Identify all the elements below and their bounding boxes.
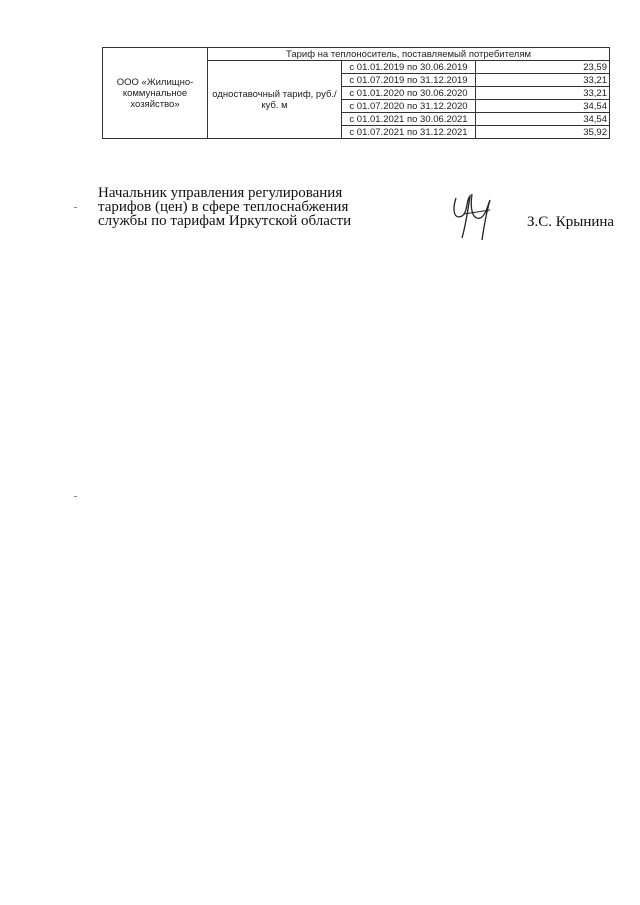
tariff-type-cell: одноставочный тариф, руб./куб. м	[208, 61, 342, 139]
value-cell: 23,59	[476, 61, 610, 74]
signatory-position-line: Начальник управления регулирования	[98, 185, 343, 201]
period-cell: с 01.01.2021 по 30.06.2021	[342, 113, 476, 126]
handwritten-signature	[446, 190, 496, 242]
value-cell: 34,54	[476, 100, 610, 113]
value-cell: 34,54	[476, 113, 610, 126]
period-cell: с 01.07.2019 по 31.12.2019	[342, 74, 476, 87]
period-cell: с 01.01.2019 по 30.06.2019	[342, 61, 476, 74]
table-header: Тариф на теплоноситель, поставляемый потребителям	[208, 48, 610, 61]
margin-mark	[74, 207, 77, 208]
margin-mark	[74, 496, 77, 497]
signer-name: З.С. Крынина	[527, 214, 615, 230]
period-cell: с 01.07.2021 по 31.12.2021	[342, 126, 476, 139]
tariff-table	[102, 47, 610, 139]
organization-cell: ООО «Жилищно-коммунальное хозяйство»	[103, 48, 208, 139]
value-cell: 35,92	[476, 126, 610, 139]
value-cell: 33,21	[476, 87, 610, 100]
signatory-position-line: тарифов (цен) в сфере теплоснабжения	[98, 199, 349, 215]
value-cell: 33,21	[476, 74, 610, 87]
signatory-position	[98, 186, 351, 228]
period-cell: с 01.07.2020 по 31.12.2020	[342, 100, 476, 113]
table-row	[103, 48, 610, 61]
signatory-position-line: службы по тарифам Иркутской области	[98, 213, 352, 229]
period-cell: с 01.01.2020 по 30.06.2020	[342, 87, 476, 100]
